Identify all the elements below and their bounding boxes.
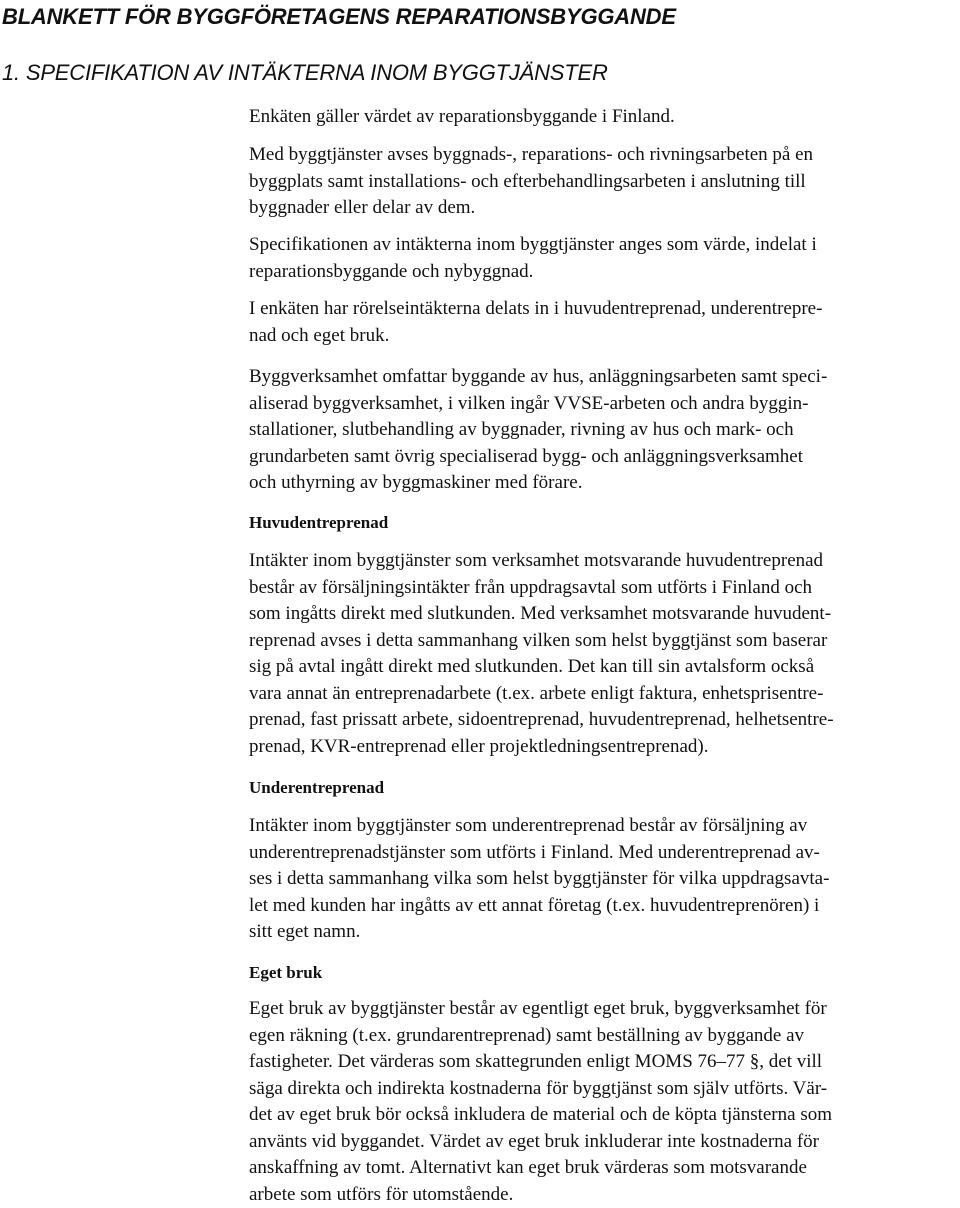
heading-subcontract: Underentreprenad xyxy=(249,778,385,797)
paragraph-main-contract: Intäkter inom byggtjänster som verksamhet motsvarande huvudentreprenad består av försäljningsintäkter från uppdragsavtal som utförts i Finland och som ingåtts direkt med slutkunden. Med verksamhet motsvarande huvudent- reprenad avses i detta sammanhang vilken som helst byggtjänst som baserar sig på avtal ingått direkt med slutkunden. Det kan till sin avtalsform också vara annat än entreprenadarbete (t.ex. arbete enligt faktura, enhetsprisentre- prenad, fast prissatt arbete, sidoentreprenad, huvudentreprenad, helhetsentre- prenad, KVR-entreprenad eller projektledningsentreprenad). xyxy=(249,550,834,757)
intro-paragraph-division: I enkäten har rörelseintäkterna delats in i huvudentreprenad, underentrepre- nad och eget bruk. xyxy=(249,298,823,346)
intro-paragraph-definition: Med byggtjänster avses byggnads-, reparations- och rivningsarbeten på en byggplats samt installations- och efterbehandlingsarbeten i anslutning till byggnader eller delar av dem. xyxy=(249,144,814,218)
paragraph-own-use: Eget bruk av byggtjänster består av egentligt eget bruk, byggverksamhet för egen räkning (t.ex. grundarentreprenad) samt beställning av byggande av fastigheter. Det värderas som skattegrunden enligt MOMS 76–77 §, det vill säga direkta och indirekta kostnaderna för byggtjänst som själv utförts. Vär- det av eget bruk bör också inkludera de material och de köpta tjänsterna som använts vid byggandet. Värdet av eget bruk inkluderar inte kostnaderna för anskaffning av tomt. Alternativt kan eget bruk värderas som motsvarande arbete som utförs för utomstående. xyxy=(249,998,832,1205)
intro-paragraph-scope: Enkäten gäller värdet av reparationsbyggande i Finland. xyxy=(249,106,675,127)
heading-own-use: Eget bruk xyxy=(249,963,323,982)
section-title: 1. SPECIFIKATION AV INTÄKTERNA INOM BYGGTJÄNSTER xyxy=(2,60,608,85)
paragraph-subcontract: Intäkter inom byggtjänster som underentreprenad består av försäljning av underentreprenadstjänster som utförts i Finland. Med underentreprenad av- ses i detta sammanhang vilka som helst byggtjänster för vilka uppdragsavta- let med kunden har ingåtts av ett annat företag (t.ex. huvudentreprenören) i sitt eget namn. xyxy=(249,815,830,942)
heading-main-contract: Huvudentreprenad xyxy=(249,513,389,532)
intro-paragraph-construction-activity: Byggverksamhet omfattar byggande av hus, anläggningsarbeten samt speci- aliserad byggverksamhet, i vilken ingår VVSE-arbeten och andra byggin- stallationer, slutbehandling av byggnader, rivning av hus och mark- och grundarbeten samt övrig specialiserad bygg- och anläggningsverksamhet och uthyrning av byggmaskiner med förare. xyxy=(249,366,828,493)
intro-paragraph-specification: Specifikationen av intäkterna inom byggtjänster anges som värde, indelat i reparationsbyggande och nybyggnad. xyxy=(249,234,817,282)
document-title: BLANKETT FÖR BYGGFÖRETAGENS REPARATIONSBYGGANDE xyxy=(2,4,676,29)
